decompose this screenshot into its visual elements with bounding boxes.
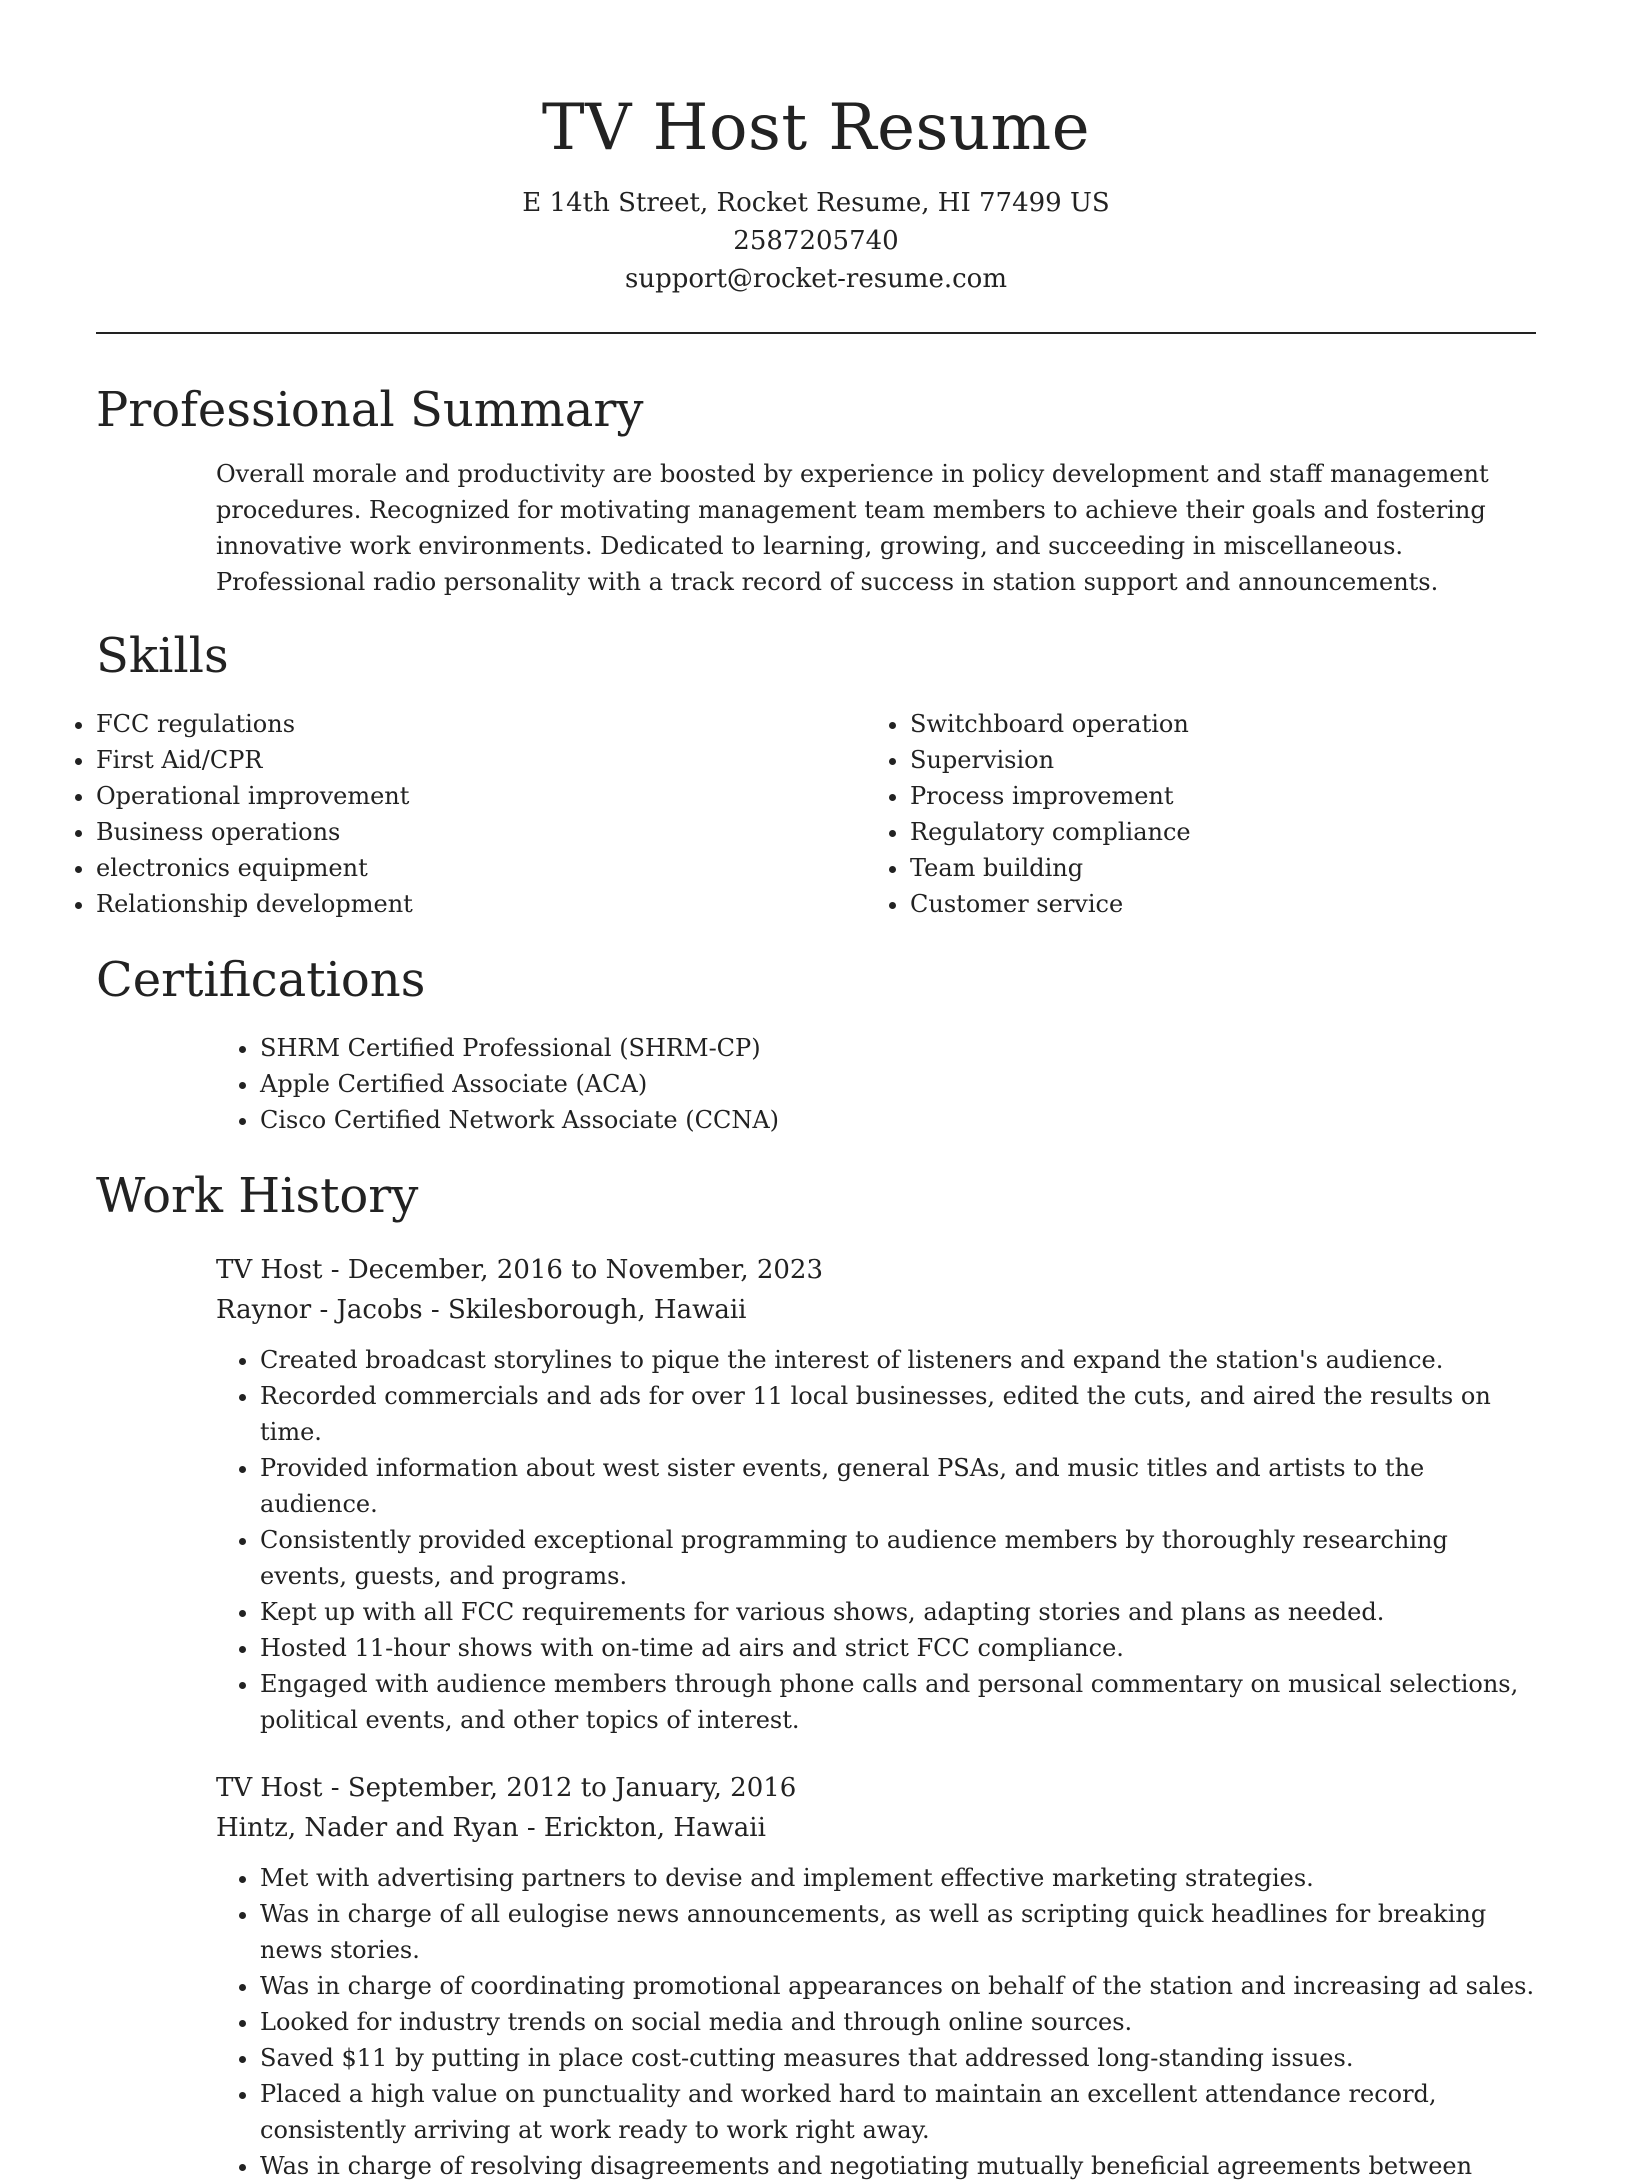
job-bullet: • Was in charge of all eulogise news announcements, as well as scripting quick headlines for breaking news stories. (260, 1896, 1536, 1968)
job-bullets (216, 1342, 1536, 1738)
job-title-line: TV Host - December, 2016 to November, 2023 (216, 1255, 824, 1285)
skill-item: • Operational improvement (96, 778, 746, 814)
skill-item: • Regulatory compliance (910, 814, 1396, 850)
job-bullet: • Met with advertising partners to devise and implement effective marketing strategies. (260, 1860, 1536, 1896)
skill-item: • Relationship development (96, 886, 746, 922)
job-entry (216, 1768, 1536, 2184)
skill-item: • Supervision (910, 742, 1396, 778)
header-divider (96, 332, 1536, 334)
skill-item: • Customer service (910, 886, 1396, 922)
job-bullet: • Saved $11 by putting in place cost-cutting measures that addressed long-standing issues. (260, 2040, 1536, 2076)
skills-columns (96, 706, 1536, 922)
job-bullet: • Engaged with audience members through phone calls and personal commentary on musical selections, political events, and other topics of interest. (260, 1666, 1536, 1738)
summary-section (96, 378, 1536, 600)
certifications-list (96, 1030, 1536, 1138)
job-bullet: • Created broadcast storylines to pique the interest of listeners and expand the station's audience. (260, 1342, 1536, 1378)
job-entry (216, 1250, 1536, 1738)
skills-section (96, 624, 1536, 922)
job-bullet: • Provided information about west sister events, general PSAs, and music titles and artists to the audience. (260, 1450, 1536, 1522)
skills-list-left (96, 706, 746, 922)
skills-list-right (746, 706, 1396, 922)
work-history-heading: Work History (96, 1168, 419, 1224)
job-bullet: • Hosted 11-hour shows with on-time ad airs and strict FCC compliance. (260, 1630, 1536, 1666)
skill-item: • FCC regulations (96, 706, 746, 742)
skills-heading: Skills (96, 628, 229, 684)
certifications-section (96, 948, 1536, 1138)
skill-item: • Process improvement (910, 778, 1396, 814)
certifications-heading: Certifications (96, 952, 426, 1008)
job-bullet: • Was in charge of resolving disagreements and negotiating mutually beneficial agreements between (260, 2148, 1536, 2184)
summary-text: Overall morale and productivity are boosted by experience in policy development and staff management procedures. Recognized for motivating management team members to achieve their goals and fostering innovative work environments. Dedicated to learning, growing, and succeeding in miscellaneous. Professional radio personality with a track record of success in station support and announcements. (216, 460, 1489, 596)
job-bullet: • Placed a high value on punctuality and worked hard to maintain an excellent attendance record, consistently arriving at work ready to work right away. (260, 2076, 1536, 2148)
job-bullet: • Kept up with all FCC requirements for various shows, adapting stories and plans as needed. (260, 1594, 1536, 1630)
work-history-section (96, 1164, 1536, 2184)
job-bullet: • Looked for industry trends on social media and through online sources. (260, 2004, 1536, 2040)
skill-item: • Switchboard operation (910, 706, 1396, 742)
certification-item: • SHRM Certified Professional (SHRM-CP) (260, 1030, 1536, 1066)
skill-item: • Business operations (96, 814, 746, 850)
resume-page (96, 0, 1536, 2184)
summary-heading: Professional Summary (96, 382, 644, 438)
resume-title: TV Host Resume (541, 91, 1091, 165)
job-company-line: Hintz, Nader and Ryan - Erickton, Hawaii (216, 1813, 766, 1843)
contact-email: support@rocket-resume.com (624, 264, 1007, 294)
certification-item: • Apple Certified Associate (ACA) (260, 1066, 1536, 1102)
resume-header (96, 0, 1536, 298)
contact-phone: 2587205740 (733, 226, 899, 256)
job-bullet: • Was in charge of coordinating promotional appearances on behalf of the station and increasing ad sales. (260, 1968, 1536, 2004)
job-company-line: Raynor - Jacobs - Skilesborough, Hawaii (216, 1295, 747, 1325)
contact-block (96, 184, 1536, 298)
job-bullet: • Recorded commercials and ads for over 11 local businesses, edited the cuts, and aired the results on time. (260, 1378, 1536, 1450)
skill-item: • electronics equipment (96, 850, 746, 886)
job-bullet: • Consistently provided exceptional programming to audience members by thoroughly researching events, guests, and programs. (260, 1522, 1536, 1594)
job-title-line: TV Host - September, 2012 to January, 2016 (216, 1773, 797, 1803)
skill-item: • First Aid/CPR (96, 742, 746, 778)
job-bullets (216, 1860, 1536, 2184)
certification-item: • Cisco Certified Network Associate (CCNA) (260, 1102, 1536, 1138)
contact-address: E 14th Street, Rocket Resume, HI 77499 US (522, 188, 1110, 218)
skill-item: • Team building (910, 850, 1396, 886)
